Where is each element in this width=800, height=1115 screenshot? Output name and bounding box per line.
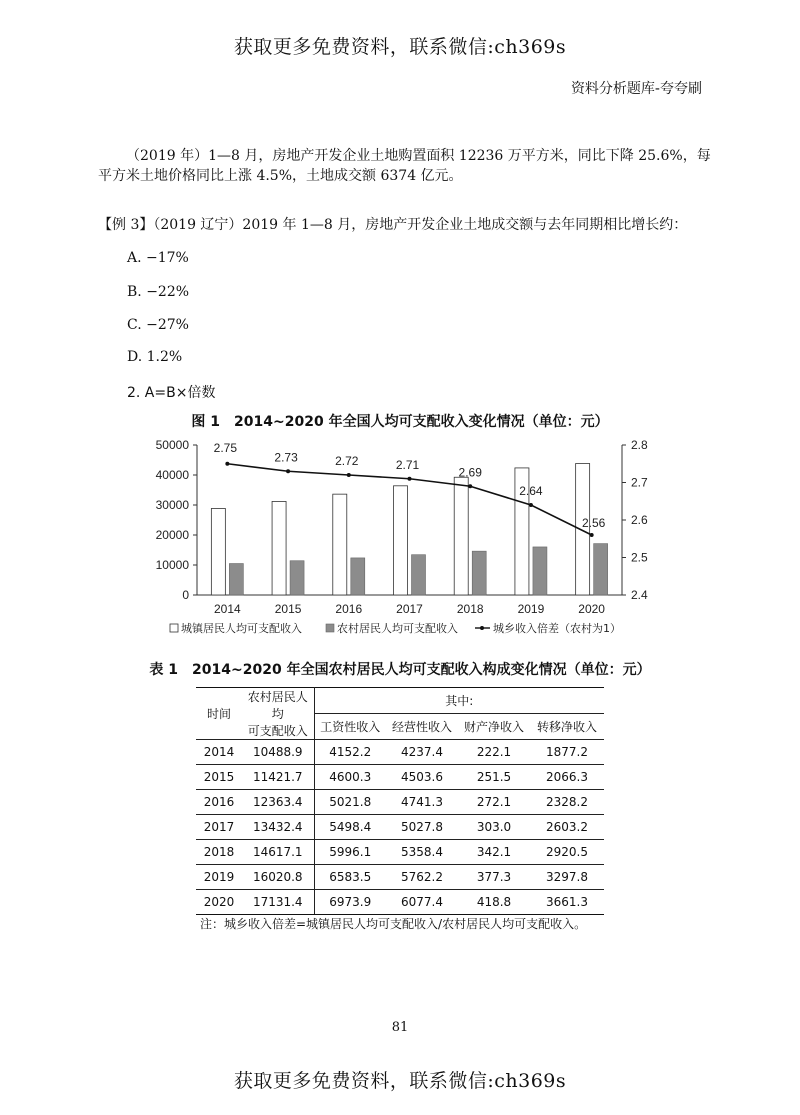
table-row — [196, 890, 604, 915]
ratio-point — [468, 484, 472, 488]
bar-rural — [351, 558, 365, 595]
legend-swatch-urban — [170, 624, 178, 632]
legend-label-urban: 城镇居民人均可支配收入 — [181, 622, 302, 635]
ratio-label: 2.69 — [458, 465, 482, 480]
cell-business: 5027.8 — [386, 815, 458, 840]
bar-rural — [229, 564, 243, 595]
bar-urban — [333, 494, 347, 595]
bar-urban — [454, 477, 468, 595]
y-tick-label: 40000 — [155, 468, 189, 482]
cell-total: 17131.4 — [242, 890, 314, 915]
running-header: 资料分析题库-夸夸刷 — [570, 81, 702, 97]
cell-wage: 5996.1 — [314, 840, 386, 865]
y2-tick-label: 2.6 — [631, 513, 648, 527]
cell-total: 12363.4 — [242, 790, 314, 815]
watermark-bottom: 获取更多免费资料，联系微信:ch369s — [233, 1070, 567, 1092]
income-chart — [140, 432, 660, 644]
ratio-point — [347, 473, 351, 477]
y-tick-label: 0 — [182, 588, 189, 602]
x-tick-label: 2014 — [214, 602, 241, 616]
example-question: 【例 3】（2019 辽宁）2019 年 1—8 月，房地产开发企业土地成交额与去年同期相比增长约： — [98, 217, 688, 233]
body-paragraph: （2019 年）1—8 月，房地产开发企业土地购置面积 12236 万平方米，同比下降 25.6%，每平方米土地价格同比上涨 4.5%，土地成交额 6374 亿元。 — [98, 148, 711, 184]
bar-rural — [594, 544, 608, 595]
y-tick-label: 20000 — [155, 528, 189, 542]
x-tick-label: 2015 — [274, 602, 302, 616]
ratio-point — [590, 533, 594, 537]
y2-tick-label: 2.8 — [631, 438, 648, 452]
cell-wage: 6583.5 — [314, 865, 386, 890]
ratio-label: 2.64 — [519, 484, 543, 498]
header-total-line2: 可支配收入 — [247, 724, 308, 738]
x-tick-label: 2016 — [335, 602, 363, 616]
cell-property: 342.1 — [458, 840, 530, 865]
table-row — [196, 765, 604, 790]
cell-wage: 5021.8 — [314, 790, 386, 815]
cell-year: 2018 — [196, 840, 242, 865]
cell-wage: 4600.3 — [314, 765, 386, 790]
ratio-point — [225, 462, 229, 466]
legend-swatch-rural — [326, 624, 334, 632]
y2-tick-label: 2.4 — [631, 588, 648, 602]
cell-total: 14617.1 — [242, 840, 314, 865]
cell-property: 222.1 — [458, 740, 530, 765]
ratio-point — [286, 469, 290, 473]
cell-wage: 5498.4 — [314, 815, 386, 840]
cell-transfer: 2603.2 — [530, 815, 604, 840]
table-row — [196, 790, 604, 815]
cell-transfer: 3661.3 — [530, 890, 604, 915]
option-d: D. 1.2% — [127, 349, 183, 365]
cell-property: 272.1 — [458, 790, 530, 815]
cell-business: 6077.4 — [386, 890, 458, 915]
cell-wage: 6973.9 — [314, 890, 386, 915]
cell-transfer: 3297.8 — [530, 865, 604, 890]
header-business: 经营性收入 — [386, 714, 458, 740]
y2-tick-label: 2.5 — [631, 550, 648, 565]
x-tick-label: 2018 — [456, 602, 484, 616]
bar-rural — [290, 561, 304, 595]
bar-urban — [272, 501, 286, 595]
cell-year: 2019 — [196, 865, 242, 890]
header-wage: 工资性收入 — [314, 714, 386, 740]
cell-property: 377.3 — [458, 865, 530, 890]
x-tick-label: 2019 — [517, 602, 545, 616]
cell-business: 5358.4 — [386, 840, 458, 865]
header-transfer: 转移净收入 — [530, 714, 604, 740]
bar-rural — [533, 547, 547, 595]
cell-total: 11421.7 — [242, 765, 314, 790]
cell-total: 10488.9 — [242, 740, 314, 765]
option-b: B. −22% — [127, 284, 190, 300]
bar-rural — [472, 551, 486, 595]
watermark-top: 获取更多免费资料，联系微信:ch369s — [233, 36, 567, 58]
cell-business: 4741.3 — [386, 790, 458, 815]
header-total-line1: 农村居民人均 — [247, 690, 308, 721]
cell-total: 13432.4 — [242, 815, 314, 840]
legend-label-rural: 农村居民人均可支配收入 — [337, 622, 458, 635]
cell-property: 418.8 — [458, 890, 530, 915]
ratio-label: 2.73 — [274, 450, 298, 465]
y-tick-label: 30000 — [155, 498, 189, 512]
ratio-label: 2.71 — [395, 457, 420, 472]
cell-wage: 4152.2 — [314, 740, 386, 765]
table-row — [196, 865, 604, 890]
cell-transfer: 2328.2 — [530, 790, 604, 815]
bar-urban — [211, 508, 225, 595]
cell-year: 2017 — [196, 815, 242, 840]
cell-year: 2015 — [196, 765, 242, 790]
ratio-label: 2.56 — [581, 516, 606, 530]
y-tick-label: 10000 — [155, 558, 189, 572]
cell-property: 303.0 — [458, 815, 530, 840]
figure-caption: 图 1 2014~2020 年全国人均可支配收入变化情况（单位：元） — [191, 414, 609, 430]
page-number: 81 — [391, 1020, 409, 1035]
cell-transfer: 1877.2 — [530, 740, 604, 765]
ratio-point — [408, 477, 412, 481]
cell-business: 4237.4 — [386, 740, 458, 765]
cell-transfer: 2066.3 — [530, 765, 604, 790]
x-tick-label: 2020 — [578, 602, 605, 616]
table-row — [196, 740, 604, 765]
rural-income-table — [196, 687, 604, 915]
header-time: 时间 — [196, 688, 242, 740]
bar-urban — [394, 486, 408, 595]
y-tick-label: 50000 — [155, 438, 189, 452]
cell-total: 16020.8 — [242, 865, 314, 890]
cell-year: 2016 — [196, 790, 242, 815]
table-note: 注：城乡收入倍差=城镇居民人均可支配收入/农村居民人均可支配收入。 — [200, 917, 587, 931]
y2-tick-label: 2.7 — [631, 475, 648, 490]
cell-year: 2014 — [196, 740, 242, 765]
x-tick-label: 2017 — [396, 602, 423, 616]
header-total — [242, 688, 314, 740]
cell-business: 4503.6 — [386, 765, 458, 790]
header-group: 其中: — [314, 688, 604, 714]
table-row — [196, 815, 604, 840]
cell-business: 5762.2 — [386, 865, 458, 890]
bar-rural — [412, 555, 426, 595]
table-row — [196, 840, 604, 865]
header-property: 财产净收入 — [458, 714, 530, 740]
ratio-label: 2.72 — [335, 454, 359, 468]
section-title: 2. A=B×倍数 — [127, 385, 216, 401]
cell-property: 251.5 — [458, 765, 530, 790]
legend-marker-ratio — [480, 626, 484, 630]
cell-year: 2020 — [196, 890, 242, 915]
cell-transfer: 2920.5 — [530, 840, 604, 865]
option-a: A. −17% — [127, 250, 189, 266]
ratio-label: 2.75 — [213, 440, 238, 455]
ratio-point — [529, 503, 533, 507]
table-caption: 表 1 2014~2020 年全国农村居民人均可支配收入构成变化情况（单位：元） — [149, 662, 651, 678]
legend-label-ratio: 城乡收入倍差（农村为1） — [493, 622, 621, 635]
option-c: C. −27% — [127, 317, 189, 333]
